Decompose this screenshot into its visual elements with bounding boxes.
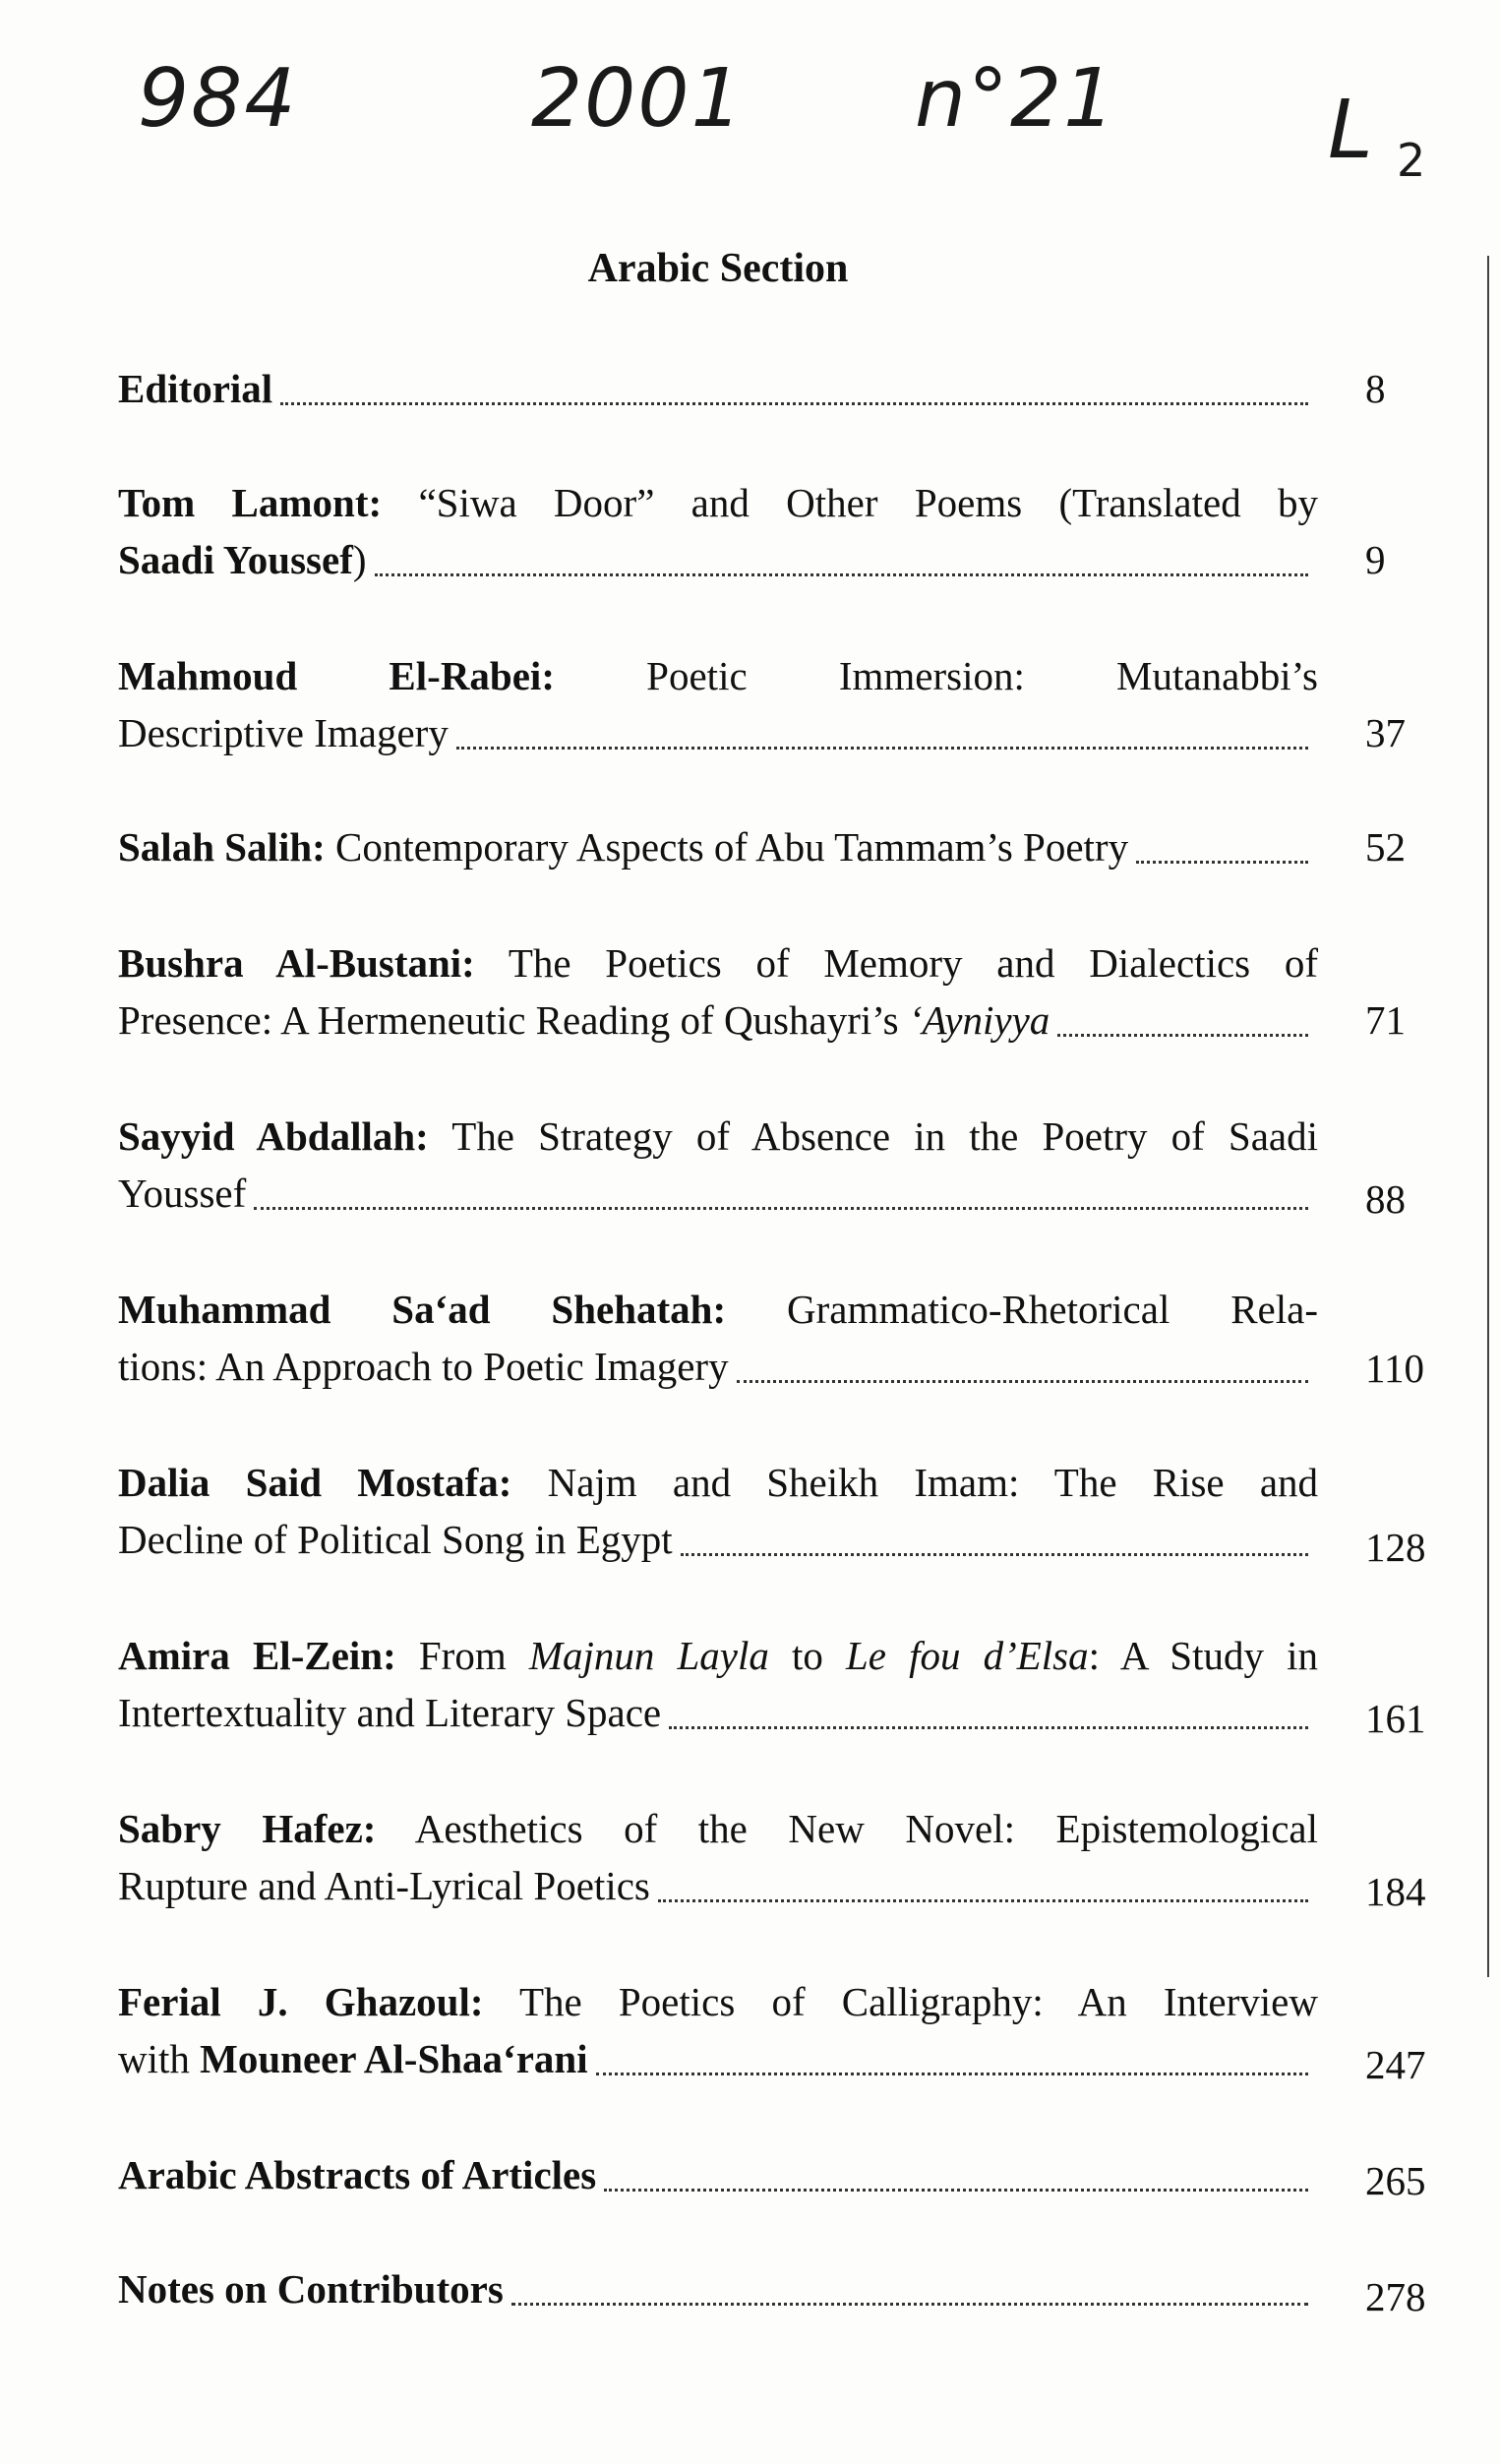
leader-dots	[456, 746, 1308, 750]
entry-title-mid: to	[768, 1633, 846, 1678]
entry-title: Poetic Immersion: Mutanabbi’s	[646, 653, 1319, 698]
leader-dots	[1057, 1033, 1308, 1037]
page-number: 265	[1365, 2158, 1426, 2203]
toc-entry-abstracts[interactable]	[118, 2146, 1318, 2203]
toc-entry[interactable]	[118, 474, 1318, 588]
page-number: 8	[1365, 366, 1386, 411]
entry-title: The Strategy of Absence in the Poetry of Saadi	[451, 1113, 1319, 1159]
handwritten-call-number: 984	[138, 52, 298, 146]
entry-author: Sayyid Abdallah:	[118, 1113, 429, 1159]
entry-title-cont: Descriptive Imagery	[118, 710, 449, 755]
toc-entry[interactable]	[118, 1454, 1318, 1568]
handwritten-year: 2001	[531, 52, 745, 146]
entry-author: Mahmoud El-Rabei:	[118, 653, 555, 698]
leader-dots	[1136, 860, 1308, 864]
handwritten-corner-sub: 2	[1397, 134, 1428, 187]
entry-translator: Saadi Youssef	[118, 537, 353, 582]
entry-title: “Siwa Door” and Other Poems (Translated by	[418, 480, 1318, 525]
entry-author: Arabic Abstracts of Articles	[118, 2152, 597, 2197]
toc-entry[interactable]	[118, 1800, 1318, 1914]
entry-title: The Poetics of Calligraphy: An Interview	[518, 1979, 1318, 2024]
toc-entry[interactable]	[118, 1281, 1318, 1395]
handwritten-corner-mark: L	[1328, 84, 1375, 177]
entry-author: Bushra Al-Bustani:	[118, 940, 475, 986]
entry-author: Muhammad Sa‘ad Shehatah:	[118, 1287, 727, 1332]
entry-title-italic: ‘Ayniyya	[908, 997, 1050, 1043]
page-number: 161	[1365, 1696, 1426, 1741]
page-number: 88	[1365, 1176, 1406, 1222]
entry-title-cont: Presence: A Hermeneutic Reading of Qushayri’s	[118, 997, 909, 1043]
page-number: 71	[1365, 997, 1406, 1043]
entry-title-post: : A Study in	[1088, 1633, 1319, 1678]
entry-title-cont: tions: An Approach to Poetic Imagery	[118, 1344, 729, 1389]
handwritten-issue: n°21	[915, 52, 1117, 146]
entry-title: Contemporary Aspects of Abu Tammam’s Poetry	[335, 824, 1129, 870]
entry-title: The Poetics of Memory and Dialectics of	[508, 940, 1318, 986]
entry-title-pre: with	[118, 2036, 201, 2081]
leader-dots	[737, 1379, 1308, 1383]
leader-dots	[658, 1898, 1308, 1902]
page-number: 9	[1365, 537, 1386, 582]
page-number: 278	[1365, 2274, 1426, 2319]
page-number: 110	[1365, 1346, 1424, 1391]
toc-entry[interactable]	[118, 818, 1318, 875]
toc-entry[interactable]	[118, 1627, 1318, 1741]
entry-title-italic-2: Le fou d’Elsa	[845, 1633, 1089, 1678]
entry-title-pre: From	[418, 1633, 529, 1678]
entry-author: Amira El-Zein:	[118, 1633, 396, 1678]
leader-dots	[669, 1725, 1308, 1729]
entry-title: Najm and Sheikh Imam: The Rise and	[547, 1460, 1319, 1505]
entry-title: Grammatico-Rhetorical Rela-	[787, 1287, 1318, 1332]
page-number: 52	[1365, 824, 1406, 870]
entry-title-cont: Decline of Political Song in Egypt	[118, 1517, 673, 1562]
leader-dots	[511, 2302, 1308, 2306]
entry-title-cont: Intertextuality and Literary Space	[118, 1690, 662, 1735]
entry-author: Notes on Contributors	[118, 2266, 504, 2312]
leader-dots	[254, 1206, 1308, 1210]
toc-entry[interactable]	[118, 647, 1318, 761]
toc-entry[interactable]	[118, 1973, 1318, 2087]
entry-title-end: )	[352, 537, 367, 582]
toc-entry-editorial[interactable]	[118, 360, 1318, 417]
page-number: 184	[1365, 1869, 1426, 1914]
binding-edge-rule	[1487, 256, 1489, 1977]
leader-dots	[375, 572, 1308, 576]
leader-dots	[604, 2188, 1308, 2192]
entry-author: Tom Lamont:	[118, 480, 383, 525]
entry-author: Salah Salih:	[118, 824, 326, 870]
toc-entry[interactable]	[118, 1108, 1318, 1222]
entry-author: Editorial	[118, 366, 273, 411]
section-title: Arabic Section	[587, 246, 849, 291]
entry-interviewee: Mouneer Al-Shaa‘rani	[200, 2036, 588, 2081]
entry-title-italic: Majnun Layla	[528, 1633, 769, 1678]
entry-title: Aesthetics of the New Novel: Epistemological	[414, 1806, 1318, 1851]
entry-title-cont: Rupture and Anti-Lyrical Poetics	[118, 1863, 650, 1908]
entry-author: Dalia Said Mostafa:	[118, 1460, 512, 1505]
page-number: 247	[1365, 2042, 1426, 2087]
page-number: 37	[1365, 710, 1406, 755]
entry-title-cont: Youssef	[118, 1171, 247, 1216]
page-number: 128	[1365, 1525, 1426, 1570]
entry-author: Ferial J. Ghazoul:	[118, 1979, 484, 2024]
leader-dots	[596, 2072, 1308, 2075]
leader-dots	[280, 401, 1308, 405]
leader-dots	[681, 1552, 1308, 1556]
entry-author: Sabry Hafez:	[118, 1806, 377, 1851]
toc-entry[interactable]	[118, 934, 1318, 1049]
toc-entry-contributors[interactable]	[118, 2260, 1318, 2317]
